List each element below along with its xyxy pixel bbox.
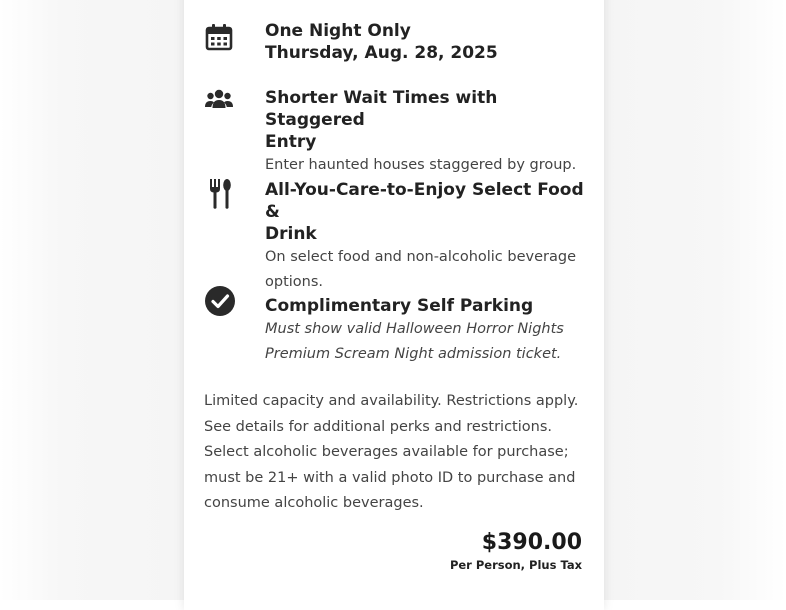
feature-self-parking (204, 295, 584, 365)
feature-staggered-entry (204, 87, 584, 173)
feature-description: Enter haunted houses staggered by group. (265, 157, 577, 173)
price-note: Per Person, Plus Tax (449, 558, 582, 572)
notice-line: consume alcoholic beverages. (204, 495, 424, 511)
feature-date: Thursday, Aug. 28, 2025 (265, 43, 498, 63)
feature-description-line-2: options. (265, 274, 324, 290)
feature-title: Complimentary Self Parking (265, 296, 534, 316)
fork-spoon-icon (204, 176, 236, 208)
feature-title-line-2: Drink (265, 224, 317, 244)
feature-description-line-2: Premium Scream Night admission ticket. (265, 346, 562, 362)
feature-title-line-2: Entry (265, 132, 317, 152)
ticket-details-card (184, 0, 604, 610)
group-icon (204, 85, 236, 117)
feature-text (265, 87, 595, 178)
feature-text (265, 295, 595, 367)
price-amount: $390.00 (481, 530, 582, 555)
feature-description-line-1: On select food and non-alcoholic beverage (265, 249, 576, 265)
checkmark-icon (204, 285, 236, 317)
feature-title-line-1: Shorter Wait Times with Staggered (265, 88, 498, 130)
notice-line: must be 21+ with a valid photo ID to purchase and (204, 469, 576, 486)
feature-title-line-1: All-You-Care-to-Enjoy Select Food & (265, 180, 584, 222)
feature-food-and-drink (204, 179, 584, 290)
restrictions-notice (204, 389, 589, 517)
notice-line: Limited capacity and availability. Restrictions apply. (204, 393, 579, 409)
feature-description-line-1: Must show valid Halloween Horror Nights (265, 321, 564, 337)
calendar-icon (204, 22, 236, 54)
notice-line: Select alcoholic beverages available for purchase; (204, 444, 569, 460)
notice-line: See details for additional perks and restrictions. (204, 418, 552, 435)
feature-one-night-only (204, 20, 584, 70)
feature-text (265, 20, 595, 64)
feature-text (265, 179, 595, 295)
feature-title: One Night Only (265, 21, 411, 41)
price-block (450, 529, 582, 573)
